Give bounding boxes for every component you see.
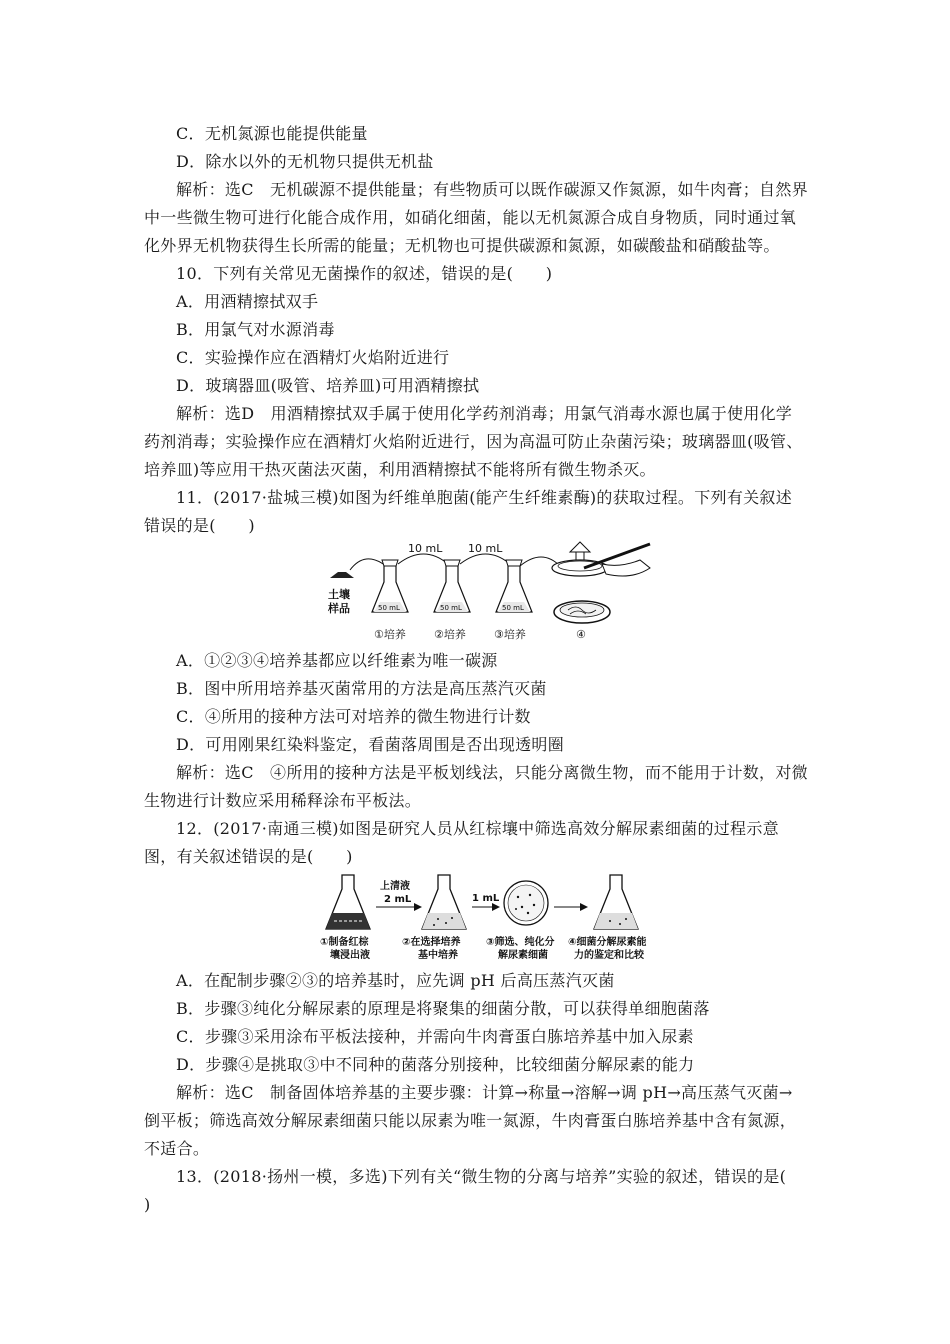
q13-stem-line-1: 13．(2018·扬州一模，多选)下列有关“微生物的分离与培养”实验的叙述，错误的是( (176, 1167, 787, 1186)
flask-3-volume: 50 mL (502, 604, 524, 612)
q12-option-b: B．步骤③纯化分解尿素的原理是将聚集的细菌分散，可以获得单细胞菌落 (176, 999, 710, 1018)
soil-label-line-2: 样品 (328, 602, 350, 615)
q9-option-d: D．除水以外的无机物只提供无机盐 (176, 152, 434, 171)
q10-analysis-line-3: 培养皿)等应用干热灭菌法灭菌，利用酒精擦拭不能将所有微生物杀灭。 (144, 460, 656, 479)
caption-2-line-2: 基中培养 (418, 950, 458, 961)
caption-4-line-1: ④细菌分解尿素能 (568, 937, 647, 948)
q12-analysis-line-1: 解析：选C 制备固体培养基的主要步骤：计算→称量→溶解→调 pH→高压蒸气灭菌→ (176, 1083, 793, 1102)
caption-4-line-2: 力的鉴定和比较 (574, 950, 644, 961)
arc-soil-to-flask1 (350, 559, 386, 570)
q11-option-b: B．图中所用培养基灭菌常用的方法是高压蒸汽灭菌 (176, 679, 547, 698)
soil-label-line-1: 土壤 (328, 588, 350, 601)
flask-2-icon (434, 560, 470, 612)
flask-1-volume: 50 mL (378, 604, 400, 612)
step-3-label: ③培养 (494, 628, 526, 641)
q11-stem-line-2: 错误的是( ) (144, 516, 255, 535)
arc-flask2-to-flask3 (460, 554, 510, 564)
arrow-1-label-line-2: 2 mL (384, 894, 412, 905)
flask-identification-icon (594, 875, 638, 929)
arrow-2-label: 1 mL (472, 893, 500, 904)
q10-option-a: A．用酒精擦拭双手 (176, 292, 319, 311)
q11-stem-line-1: 11．(2017·盐城三模)如图为纤维单胞菌(能产生纤维素酶)的获取过程。下列有关叙述 (176, 488, 793, 507)
flask-selective-icon (422, 875, 466, 929)
step-1-label: ①培养 (374, 628, 406, 641)
arc-flask1-to-flask2 (398, 554, 448, 564)
q12-option-a: A．在配制步骤②③的培养基时，应先调 pH 后高压蒸汽灭菌 (176, 971, 615, 990)
caption-1-line-2: 壤浸出液 (330, 950, 370, 961)
q10-stem: 10．下列有关常见无菌操作的叙述，错误的是( ) (176, 264, 553, 283)
step-4-label: ④ (576, 628, 586, 641)
flask-1-icon (372, 560, 408, 612)
q10-option-c: C．实验操作应在酒精灯火焰附近进行 (176, 348, 450, 367)
q13-stem-line-2: ) (144, 1195, 151, 1214)
arrow-1-head-icon (414, 903, 422, 911)
inoculation-hand-icon (552, 542, 650, 576)
q12-stem-line-1: 12．(2017·南通三模)如图是研究人员从红棕壤中筛选高效分解尿素细菌的过程示意 (176, 819, 779, 838)
q12-option-c: C．步骤③采用涂布平板法接种，并需向牛肉膏蛋白胨培养基中加入尿素 (176, 1027, 694, 1046)
q9-analysis-line-1: 解析：选C 无机碳源不提供能量；有些物质可以既作碳源又作氮源，如牛肉膏；自然界 (176, 180, 808, 199)
q11-analysis-line-1: 解析：选C ④所用的接种方法是平板划线法，只能分离微生物，而不能用于计数，对微 (176, 763, 808, 782)
transfer-label-1: 10 mL (408, 542, 443, 555)
q11-analysis-line-2: 生物进行计数应采用稀释涂布平板法。 (144, 791, 422, 810)
q12-figure (318, 869, 658, 965)
caption-2-line-1: ②在选择培养 (402, 937, 461, 948)
q12-stem-line-2: 图，有关叙述错误的是( ) (144, 847, 353, 866)
q10-analysis-line-1: 解析：选D 用酒精擦拭双手属于使用化学药剂消毒；用氯气消毒水源也属于使用化学 (176, 404, 793, 423)
q9-analysis-line-3: 化外界无机物获得生长所需的能量；无机物也可提供碳源和氮源，如碳酸盐和硝酸盐等。 (144, 236, 780, 255)
q9-analysis-line-2: 中一些微生物可进行化能合成作用，如硝化细菌，能以无机氮源合成自身物质，同时通过氧 (144, 208, 797, 227)
caption-1-line-1: ①制备红棕 (320, 937, 369, 948)
q12-option-d: D．步骤④是挑取③中不同种的菌落分别接种，比较细菌分解尿素的能力 (176, 1055, 695, 1074)
arrow-3-head-icon (580, 903, 588, 911)
arrow-2-head-icon (492, 903, 500, 911)
step-2-label: ②培养 (434, 628, 466, 641)
soil-pile-icon (330, 572, 354, 578)
q11-option-d: D．可用刚果红染料鉴定，看菌落周围是否出现透明圈 (176, 735, 565, 754)
q10-option-b: B．用氯气对水源消毒 (176, 320, 335, 339)
flask-red-soil-icon (326, 875, 370, 929)
petri-dish-icon (504, 881, 548, 925)
q10-analysis-line-2: 药剂消毒；实验操作应在酒精灯火焰附近进行，因为高温可防止杂菌污染；玻璃器皿(吸管、 (144, 432, 803, 451)
arrow-1-label-line-1: 上清液 (380, 881, 410, 892)
q11-figure (320, 538, 660, 646)
caption-3-line-1: ③筛选、纯化分 (486, 937, 555, 948)
q11-option-a: A．①②③④培养基都应以纤维素为唯一碳源 (176, 651, 498, 670)
transfer-label-2: 10 mL (468, 542, 503, 555)
petri-plate-icon (554, 601, 610, 623)
flask-2-volume: 50 mL (440, 604, 462, 612)
q12-analysis-line-2: 倒平板；筛选高效分解尿素细菌只能以尿素为唯一氮源，牛肉膏蛋白胨培养基中含有氮源， (144, 1111, 797, 1130)
q12-analysis-line-3: 不适合。 (144, 1139, 210, 1158)
flask-3-icon (496, 560, 532, 612)
caption-3-line-2: 解尿素细菌 (498, 950, 548, 961)
q9-option-c: C．无机氮源也能提供能量 (176, 124, 368, 143)
q11-option-c: C．④所用的接种方法可对培养的微生物进行计数 (176, 707, 531, 726)
q10-option-d: D．玻璃器皿(吸管、培养皿)可用酒精擦拭 (176, 376, 480, 395)
